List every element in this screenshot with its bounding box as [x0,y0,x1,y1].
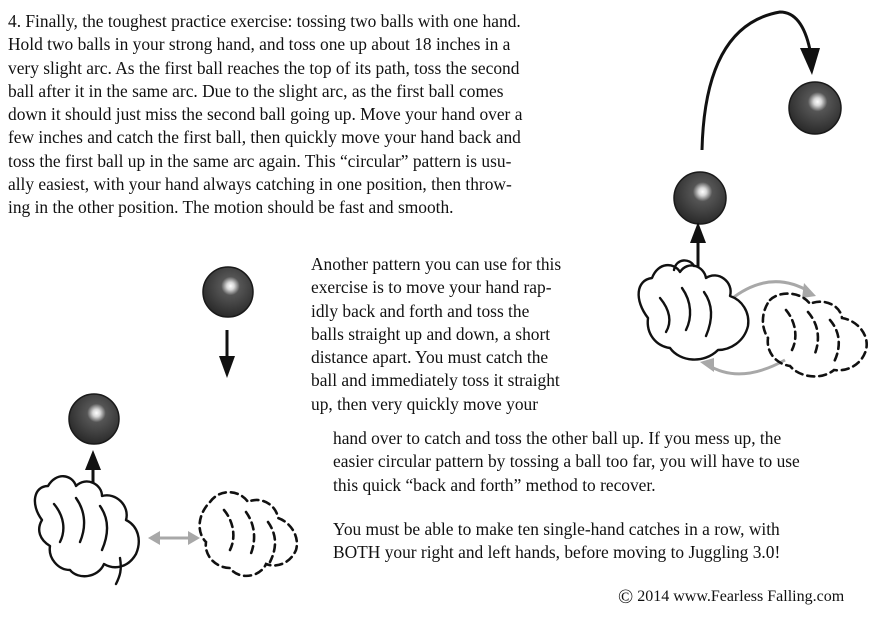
text-line: Hold two balls in your strong hand, and toss one up about 18 inches in a [8,34,511,55]
text-line: up, then very quickly move your [311,393,538,414]
hand-outline-icon [200,492,297,576]
back-and-forth-pattern-illustration [20,258,310,588]
text-line: exercise is to move your hand rap- [311,277,552,298]
step-4-paragraph [8,10,522,220]
text-line: few inches and catch the first ball, then quickly move your hand back and [8,127,521,148]
arc-arrowhead-icon [800,48,820,75]
text-line: down it should just miss the second ball going up. Move your hand over a [8,104,523,125]
hand-icon [639,260,749,359]
text-line: distance apart. You must catch the [311,347,549,368]
text-line: ing in the other position. The motion should be fast and smooth. [8,197,454,218]
text-line: ball and immediately toss it straight [311,370,560,391]
text-line: ally easiest, with your hand always catching in one position, then throw- [8,174,512,195]
text-line: You must be able to make ten single-hand catches in a row, with [333,519,780,539]
requirement-paragraph [333,518,780,565]
text-line: this quick “back and forth” method to recover. [333,474,656,495]
ball-icon [789,82,841,134]
text-line: 4. Finally, the toughest practice exercise: tossing two balls with one hand. [8,11,521,31]
copyright-footer [618,586,844,609]
arc-arrow-icon [702,12,810,150]
copyright-text: 2014 www.Fearless Falling.com [637,588,845,605]
down-arrow-icon [219,330,235,378]
text-line: Another pattern you can use for this [311,254,562,274]
alternate-pattern-paragraph [311,253,561,416]
ball-icon [674,172,726,224]
text-line: balls straight up and down, a short [311,323,551,344]
hand-icon [35,476,139,584]
text-line: ball after it in the same arc. Due to the slight arc, as the first ball comes [8,80,504,101]
horizontal-motion-arrow-icon [148,531,200,545]
text-line: easier circular pattern by tossing a ball too far, you will have to use [333,451,800,472]
ball-icon [203,267,253,317]
alternate-pattern-continued [333,427,800,497]
ball-icon [69,394,119,444]
text-line: toss the first ball up in the same arc again. This “circular” pattern is usu- [8,150,512,171]
text-line: BOTH your right and left hands, before moving to Juggling 3.0! [333,542,781,563]
text-line: hand over to catch and toss the other ball up. If you mess up, the [333,428,782,448]
text-line: very slight arc. As the first ball reaches the top of its path, toss the second [8,57,520,78]
circular-pattern-illustration [630,0,894,390]
copyright-symbol: © [618,586,634,608]
text-line: idly back and forth and toss the [311,300,530,321]
